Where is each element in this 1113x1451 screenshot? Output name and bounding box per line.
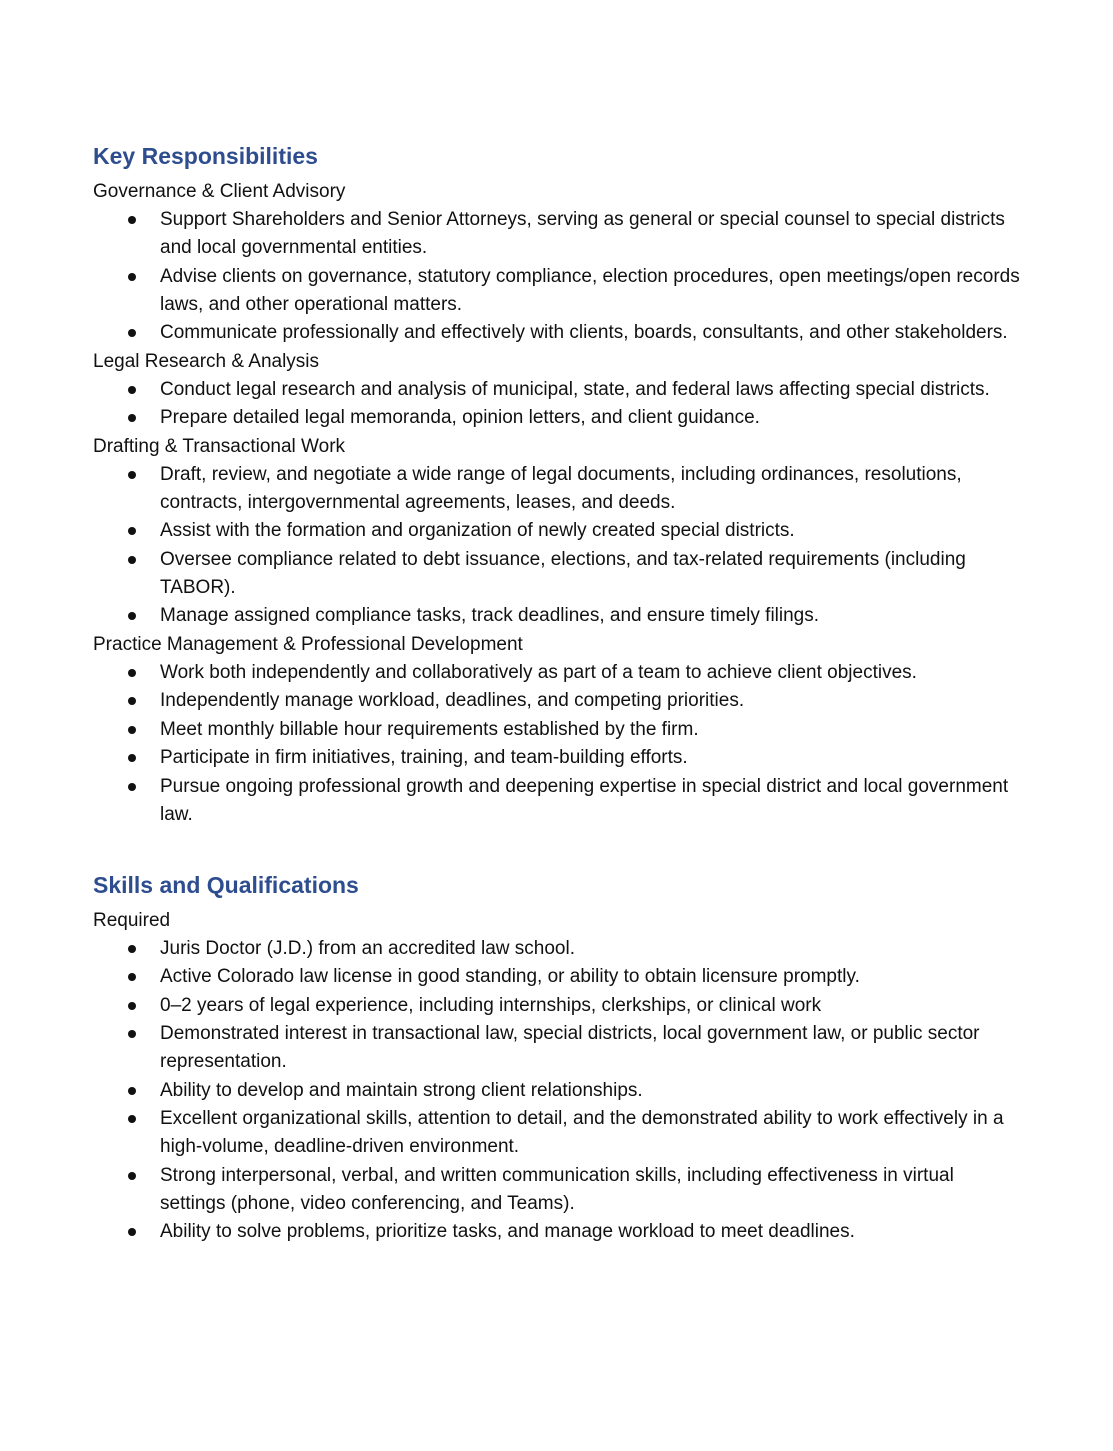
list-item: Draft, review, and negotiate a wide range of legal documents, including ordinances, resolutions, contracts, intergovernmental agreements, leases, and deeds. (93, 461, 1023, 517)
group-label: Legal Research & Analysis (93, 350, 320, 372)
list-item: Assist with the formation and organization of newly created special districts. (93, 517, 1023, 545)
bullet-list (93, 935, 1023, 1247)
list-item: Ability to solve problems, prioritize tasks, and manage workload to meet deadlines. (93, 1218, 1023, 1246)
list-item: Excellent organizational skills, attention to detail, and the demonstrated ability to work effectively in a high-volume, deadline-driven environment. (93, 1105, 1023, 1161)
skills-qualifications-section (93, 869, 1023, 1247)
list-item: Pursue ongoing professional growth and deepening expertise in special district and local government law. (93, 773, 1023, 829)
list-item: Strong interpersonal, verbal, and written communication skills, including effectiveness in virtual settings (phone, video conferencing, and Teams). (93, 1162, 1023, 1218)
list-item: Support Shareholders and Senior Attorneys, serving as general or special counsel to special districts and local governmental entities. (93, 206, 1023, 262)
bullet-list (93, 376, 1023, 433)
group-label: Practice Management & Professional Development (93, 633, 523, 655)
bullet-list (93, 659, 1023, 829)
section-heading: Key Responsibilities (93, 143, 318, 169)
list-item: Communicate professionally and effectively with clients, boards, consultants, and other stakeholders. (93, 319, 1023, 347)
list-item: Meet monthly billable hour requirements established by the firm. (93, 716, 1023, 744)
list-item: 0–2 years of legal experience, including internships, clerkships, or clinical work (93, 992, 1023, 1020)
list-item: Manage assigned compliance tasks, track deadlines, and ensure timely filings. (93, 602, 1023, 630)
list-item: Oversee compliance related to debt issuance, elections, and tax-related requirements (including TABOR). (93, 546, 1023, 602)
list-item: Advise clients on governance, statutory compliance, election procedures, open meetings/open records laws, and other operational matters. (93, 263, 1023, 319)
key-responsibilities-section (93, 140, 1023, 829)
list-item: Ability to develop and maintain strong client relationships. (93, 1077, 1023, 1105)
section-heading: Skills and Qualifications (93, 871, 359, 898)
list-item: Work both independently and collaboratively as part of a team to achieve client objectives. (93, 659, 1023, 687)
list-item: Conduct legal research and analysis of municipal, state, and federal laws affecting special districts. (93, 376, 1023, 404)
list-item: Prepare detailed legal memoranda, opinion letters, and client guidance. (93, 404, 1023, 432)
list-item: Participate in firm initiatives, training, and team-building efforts. (93, 744, 1023, 772)
group-label: Required (93, 909, 171, 931)
document-page (93, 140, 1023, 1247)
list-item: Independently manage workload, deadlines, and competing priorities. (93, 687, 1023, 715)
list-item: Demonstrated interest in transactional law, special districts, local government law, or public sector representation. (93, 1020, 1023, 1076)
list-item: Active Colorado law license in good standing, or ability to obtain licensure promptly. (93, 963, 1023, 991)
list-item: Juris Doctor (J.D.) from an accredited law school. (93, 935, 1023, 963)
bullet-list (93, 461, 1023, 631)
group-label: Drafting & Transactional Work (93, 435, 346, 457)
group-label: Governance & Client Advisory (93, 181, 346, 202)
bullet-list (93, 206, 1023, 347)
